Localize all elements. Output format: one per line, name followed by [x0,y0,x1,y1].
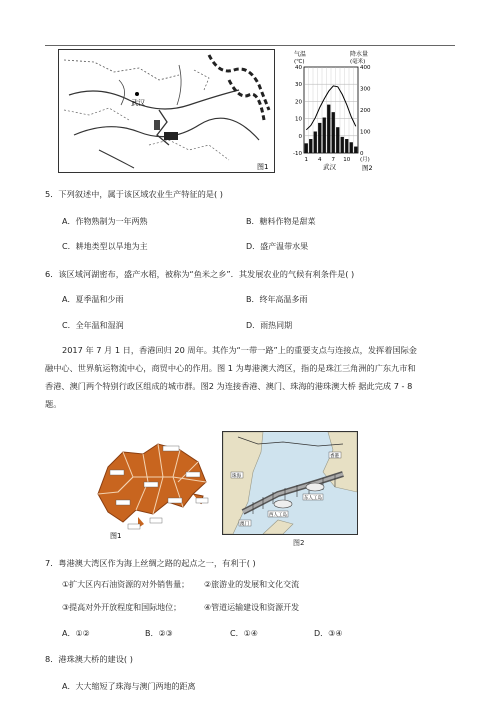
q7-option-c[interactable]: C．①④ [230,629,258,638]
chart-unit-right: (毫米) [350,59,366,65]
precip-bar [336,127,339,153]
q6-option-d[interactable]: D．雨热同期 [246,321,293,330]
chart-title-right: 降水量 [350,51,369,58]
bridge-label-hk: 香港 [330,454,339,459]
passage-line-4: 题。 [45,399,62,409]
chart-x-unit: (月) [360,157,370,163]
y-left-tick: 0 [298,133,302,140]
y-right-tick: 0 [360,151,364,157]
x-tick: 4 [318,157,322,163]
q7-option-a[interactable]: A．①② [62,629,90,638]
q5-option-b[interactable]: B．糖料作物是甜菜 [246,217,316,226]
y-left-tick: 20 [295,99,302,106]
q7-statement-2: ②旅游业的发展和文化交流 [204,580,300,589]
q5-option-d[interactable]: D．盛产温带水果 [246,242,309,251]
q7-statement-3: ③提高对外开放程度和国际地位； [62,603,182,612]
chart-city: 武汉 [323,163,336,171]
bridge-label-macau: 澳门 [240,522,249,527]
climate-chart [284,49,379,174]
y-left-tick: 30 [295,82,302,89]
q6-option-b[interactable]: B．终年高温多雨 [246,295,308,304]
passage-line-1: 2017 年 7 月 1 日，香港回归 20 周年。其作为“一带一路”上的重要支点与连接点，发挥着国际金 [62,345,417,355]
precip-bar [323,118,326,153]
q5-option-a[interactable]: A．作物熟制为一年两熟 [62,217,148,226]
q6-option-c[interactable]: C．全年温和湿润 [62,321,124,330]
map-city-label: 武汉 [131,99,145,107]
y-right-tick: 300 [360,86,371,93]
precip-bar [305,143,308,153]
y-right-tick: 200 [360,108,371,114]
q6-stem: 6．该区域河湖密布，盛产水稻，被称为“鱼米之乡”．其发展农业的气候有利条件是( ) [45,269,355,279]
y-left-tick: 10 [295,116,302,123]
q7-statement-4: ④管道运输建设和资源开发 [204,603,300,612]
x-tick: 7 [331,157,335,163]
x-tick: 10 [343,157,351,163]
q7-statement-1: ①扩大区内石油资源的对外销售量； [62,580,190,589]
bay-map-label: 图1 [110,532,122,540]
x-tick: 1 [304,157,308,163]
y-left-tick: 40 [295,65,302,71]
precip-bar [341,137,344,153]
passage-line-3: 香港、澳门两个特别行政区组成的城市群。图2 为连接香港、澳门、珠海的港珠澳大桥 据此完成 7 - 8 [45,381,413,391]
bridge-label-zhuhai: 珠海 [232,474,241,479]
precip-bar [350,142,353,153]
q8-stem: 8．港珠澳大桥的建设( ) [45,654,133,664]
passage-line-2: 融中心、世界航运物流中心，商贸中心的作用。图 1 为粤港澳大湾区，指的是珠江三角洲的广东九市和 [45,363,416,373]
precip-bar [332,112,335,153]
q5-stem: 5．下列叙述中，属于该区域农业生产特征的是( ) [45,189,223,199]
chart-fig-label: 图2 [362,164,373,172]
q7-option-b[interactable]: B．②③ [145,629,173,638]
chart-unit-left: (℃) [294,59,305,65]
bridge-label-east-island: 东人工岛 [304,496,322,501]
q7-stem: 7．粤港澳大湾区作为海上丝绸之路的起点之一，有利于( ) [45,558,256,568]
precip-bar [314,132,317,154]
q6-option-a[interactable]: A．夏季温和少雨 [62,295,124,304]
precip-bar [309,139,312,153]
precip-bar [327,105,330,153]
bridge-fig-label: 图2 [293,539,305,547]
chart-title-left: 气温 [294,51,307,58]
climate-chart-figure [284,49,379,174]
q5-option-c[interactable]: C．耕地类型以旱地为主 [62,242,148,251]
header-rule [45,45,455,46]
precip-bar [318,123,321,153]
greater-bay-area-map [88,432,214,540]
q8-option-a[interactable]: A．大大缩短了珠海与澳门两地的距离 [62,682,196,691]
q7-option-d[interactable]: D．③④ [314,629,343,638]
y-right-tick: 100 [360,129,371,136]
bridge-label-west-island: 西人工岛 [269,513,287,518]
hubei-map-drawing [59,50,274,172]
precip-bar [345,139,348,153]
hubei-map-figure [58,49,275,173]
y-right-tick: 400 [360,65,371,71]
hzm-bridge-figure [222,431,358,535]
map-fig-label: 图1 [257,163,269,171]
precip-bar [354,147,357,153]
y-left-tick: -10 [293,151,302,157]
